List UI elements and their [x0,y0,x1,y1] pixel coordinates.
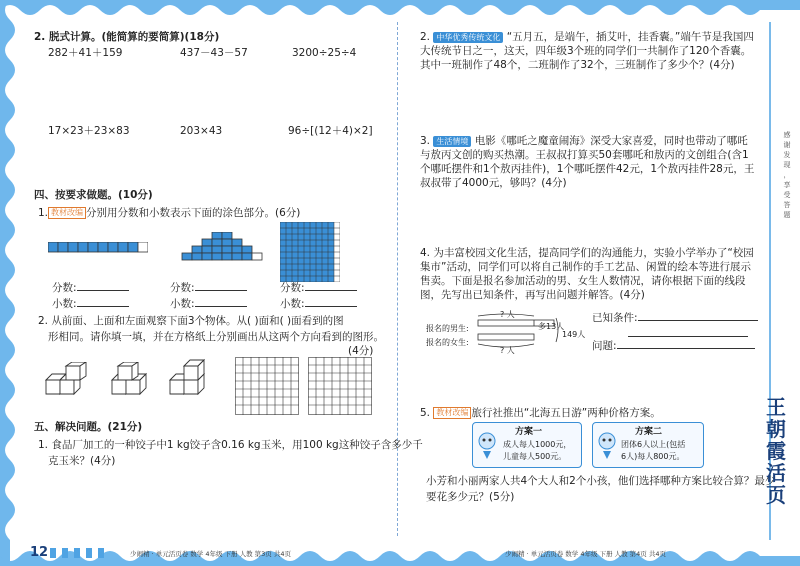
frac-1: 分数: [52,280,129,295]
plan-1-line1: 成人每人1000元， [503,440,572,449]
frac-2: 分数: [170,280,247,295]
answer-blank[interactable] [195,280,247,291]
left-page [30,22,423,536]
q5-1-line1: 1. 食品厂加工的一种饺子中1 kg饺子含0.16 kg玉米，用100 kg这种饺子含多少千 [38,439,423,451]
answer-blank[interactable] [305,296,357,307]
shaded-strip [48,242,148,254]
plan-2-line2: 6人)每人800元。 [621,452,685,461]
tag-textbook: 教材改编 [48,207,86,219]
girls-unknown: ? 人 [500,346,515,355]
plan-1-card [472,422,582,468]
page-number: 12 [30,545,49,560]
total-149: 149人 [562,330,586,339]
section-4-title: 四、按要求做题。(10分) [34,189,153,201]
q5-1-line2: 克玉米？(4分) [48,455,116,467]
cube-object-2 [108,362,168,406]
q2: 2. 中华优秀传统文化 “五月五，是端午，插艾叶，挂香囊。”端午节是我国四大传统节日之一，这天，四年级3个班的同学们一共制作了120个香囊。其中一班制作了48个，二班制作了32个，三班制作了多少个？(4分) [420,31,754,71]
dec-2: 小数: [170,296,247,311]
answer-blank[interactable] [195,296,247,307]
side-slogan: 感 谢 发 现 ， 享 受 答 题 [783,131,791,219]
tag-textbook: 教材改编 [433,407,471,419]
known-conditions: 已知条件: [592,310,758,325]
answer-blank[interactable] [77,296,129,307]
dec-1: 小数: [52,296,129,311]
calc-2: 437－43－57 [180,47,248,59]
answer-blank[interactable] [305,280,357,291]
q3: 3. 生活情境 电影《哪吒之魔童闹海》深受大家喜爱，同时也带动了哪吒与敖丙文创的购买热潮。王叔叔打算买50套哪吒和敖丙的文创组合(含1个哪吒摆件和1个敖丙挂件)，1个哪吒摆件42元，1个敖丙挂件28元，王叔叔带了4000元，够吗？(4分) [420,135,755,189]
tag-culture: 中华优秀传统文化 [433,32,503,43]
q4-2-line2: 形相同。请你填一填，并在方格纸上分别画出从这两个方向看到的图形。 [48,331,384,343]
boys-unknown: ? 人 [500,310,515,319]
answer-line[interactable] [638,310,758,321]
page-divider [397,22,398,536]
answer-line[interactable] [628,326,748,337]
section-5-title: 五、解决问题。(21分) [34,421,143,433]
q2-text: “五月五，是端午，插艾叶，挂香囊。”端午节是我国四大传统节日之一，这天，四年级3个班的同学们一共制作了120个香囊。其中一班制作了48个，二班制作了32个，三班制作了多少个？(4分) [420,31,754,71]
plan-2-card [592,422,704,468]
answer-blank[interactable] [77,280,129,291]
plan-2-title: 方案二 [635,427,663,437]
drawing-grid-1[interactable] [235,357,299,415]
q4-text: 4. 为丰富校园文化生活，提高同学们的沟通能力，实验小学举办了“校园集市”活动，同学们可以将自己制作的手工艺品、闲置的绘本等进行展示售卖。下面是报名参加活动的男、女生人数情况，请你根据下面的线段图，先写出已知条件，再写出问题并解答。(4分) [420,247,754,301]
q2-title: 2. 脱式计算。(能简算的要简算)(18分) [34,31,220,43]
q3-text: 电影《哪吒之魔童闹海》深受大家喜爱，同时也带动了哪吒与敖丙文创的购买热潮。王叔叔打算买50套哪吒和敖丙的文创组合(含1个哪吒摆件和1个敖丙挂件)，1个哪吒摆件42元，1个敖丙挂件28元，王叔叔带了4000元，够吗？(4分) [420,135,755,189]
dec-3: 小数: [280,296,357,311]
answer-line[interactable] [617,338,755,349]
calc-5: 203×43 [180,125,223,137]
q4-1-text: 分别用分数和小数表示下面的涂色部分。(6分) [86,207,301,219]
girls-label: 报名的女生: [426,338,469,347]
frac-3: 分数: [280,280,357,295]
q5: 5. 教材改编 旅行社推出“北海五日游”两种价格方案。 [420,407,661,419]
more-13: 多13人 [538,322,565,331]
mascot-icon [477,429,497,461]
calc-1: 282＋41＋159 [48,47,123,59]
cube-object-1 [42,362,112,406]
calc-4: 17×23＋23×83 [48,125,130,137]
q5-line2: 要花多少元？(5分) [426,491,515,503]
q4-1: 1. 教材改编 分别用分数和小数表示下面的涂色部分。(6分) [38,207,301,219]
plan-2-line1: 团体6人以上(包括 [621,440,686,449]
drawing-grid-2[interactable] [308,357,372,415]
shaded-pyramid [178,232,266,262]
plan-1-line2: 儿童每人500元。 [503,452,567,461]
hundred-grid [280,222,340,282]
mascot-icon [597,429,617,461]
cube-object-3 [166,358,226,406]
question-line: 问题: [592,338,755,353]
brand-logo: 王朝霞活页 [766,395,786,507]
q4-2-line1: 2. 从前面、上面和左面观察下面3个物体。从( )面和( )面看到的图 [38,315,344,327]
boys-label: 报名的男生: [426,324,469,333]
q5-text: 旅行社推出“北海五日游”两种价格方案。 [471,407,661,419]
q5-line1: 小芳和小丽两家人共4个大人和2个小孩，他们选择哪种方案比较合算？最少 [426,475,776,487]
footer-right: 少闹精 · 单元活页卷 数学 4年级 下册 人教 第4页 共4页 [505,550,667,558]
plan-1-title: 方案一 [515,427,543,437]
tag-life: 生活情境 [433,136,471,147]
footer-left: 少闹精 · 单元活页卷 数学 4年级 下册 人教 第3页 共4页 [130,550,292,558]
calc-3: 3200÷25÷4 [292,47,357,59]
q4-2-score: (4分) [348,345,374,357]
calc-6: 96÷[(12＋4)×2] [288,125,373,137]
